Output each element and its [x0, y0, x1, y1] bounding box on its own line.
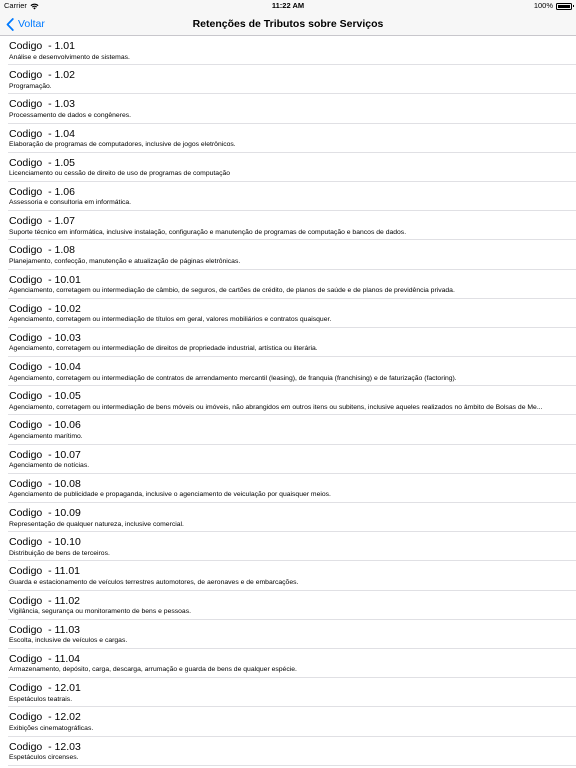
item-code-title: Codigo - 10.01 [9, 273, 81, 286]
list-item[interactable] [0, 153, 576, 182]
item-code-title: Codigo - 1.01 [9, 40, 75, 52]
item-description: Agenciamento, corretagem ou intermediação de bens móveis ou imóveis, não abrangidos em outros itens ou subitens, inclusive aqueles realizados no âmbito de Bolsas de Me... [9, 403, 543, 411]
status-bar [0, 0, 576, 12]
item-code-title: Codigo - 12.01 [9, 682, 81, 695]
item-code-title: Codigo - 12.03 [9, 740, 81, 753]
list-item[interactable] [0, 65, 576, 94]
back-button-label: Voltar [18, 18, 45, 30]
list-item[interactable] [0, 707, 576, 736]
item-code-title: Codigo - 10.06 [9, 419, 81, 432]
item-description: Licenciamento ou cessão de direito de uso de programas de computação [9, 170, 231, 178]
item-description: Representação de qualquer natureza, inclusive comercial. [9, 520, 184, 528]
list-item[interactable] [0, 415, 576, 444]
item-description: Processamento de dados e congêneres. [9, 111, 132, 119]
list-item[interactable] [0, 386, 576, 415]
item-code-title: Codigo - 11.02 [9, 594, 81, 607]
item-description: Exibições cinematográficas. [9, 724, 94, 732]
item-description: Elaboração de programas de computadores, inclusive de jogos eletrônicos. [9, 141, 236, 149]
list-item[interactable] [0, 591, 576, 620]
item-description: Agenciamento, corretagem ou intermediação de títulos em geral, valores mobiliários e contratos quaisquer. [9, 316, 332, 324]
list-item[interactable] [0, 474, 576, 503]
list-item[interactable] [0, 649, 576, 678]
item-code-title: Codigo - 1.03 [9, 98, 75, 111]
list-item[interactable] [0, 561, 576, 590]
item-code-title: Codigo - 10.04 [9, 361, 81, 374]
list-item[interactable] [0, 36, 576, 65]
item-description: Planejamento, confecção, manutenção e atualização de páginas eletrônicas. [9, 257, 241, 265]
item-description: Agenciamento marítimo. [9, 432, 83, 440]
list-item[interactable] [0, 211, 576, 240]
list-item[interactable] [0, 94, 576, 123]
list-item[interactable] [0, 678, 576, 707]
item-description: Agenciamento, corretagem ou intermediação de câmbio, de seguros, de cartões de crédito, de planos de saúde e de planos de previdência privada. [9, 287, 455, 294]
item-code-title: Codigo - 1.07 [9, 215, 75, 228]
services-list [0, 36, 576, 766]
status-time: 11:22 AM [271, 1, 305, 10]
item-code-title: Codigo - 11.01 [9, 565, 81, 578]
item-code-title: Codigo - 11.03 [9, 623, 81, 636]
item-description: Programação. [9, 82, 52, 90]
status-right [534, 0, 572, 12]
item-description: Armazenamento, depósito, carga, descarga, arrumação e guarda de bens de qualquer espécie. [9, 666, 297, 674]
list-item[interactable] [0, 328, 576, 357]
item-description: Agenciamento, corretagem ou intermediação de contratos de arrendamento mercantil (leasing), de franquia (franchising) e de faturização (factoring). [9, 374, 457, 382]
carrier-label: Carrier [4, 1, 27, 10]
item-code-title: Codigo - 10.08 [9, 477, 81, 490]
item-description: Distribuição de bens de terceiros. [9, 549, 110, 557]
item-description: Análise e desenvolvimento de sistemas. [9, 53, 130, 61]
list-item[interactable] [0, 182, 576, 211]
battery-percent: 100% [533, 1, 553, 10]
list-item[interactable] [0, 532, 576, 561]
item-description: Suporte técnico em informática, inclusive instalação, configuração e manutenção de programas de computação e bancos de dados. [9, 228, 407, 236]
list-item[interactable] [0, 357, 576, 386]
item-description: Assessoria e consultoria em informática. [9, 199, 132, 207]
item-description: Agenciamento de notícias. [9, 462, 90, 470]
list-item[interactable] [0, 620, 576, 649]
list-item[interactable] [0, 503, 576, 532]
item-code-title: Codigo - 10.02 [9, 302, 81, 315]
item-description: Guarda e estacionamento de veículos terrestres automotores, de aeronaves e de embarcações. [9, 578, 299, 586]
navigation-bar [0, 12, 576, 36]
item-description: Agenciamento de publicidade e propaganda, inclusive o agenciamento de veiculação por quaisquer meios. [9, 491, 331, 499]
item-code-title: Codigo - 10.05 [9, 390, 81, 403]
page-title: Retenções de Tributos sobre Serviços [192, 18, 384, 30]
item-code-title: Codigo - 1.08 [9, 244, 75, 257]
item-code-title: Codigo - 1.06 [9, 185, 75, 198]
item-code-title: Codigo - 10.10 [9, 536, 81, 549]
item-code-title: Codigo - 1.05 [9, 156, 75, 169]
item-code-title: Codigo - 10.09 [9, 507, 81, 519]
item-description: Espetáculos circenses. [9, 754, 79, 761]
item-description: Espetáculos teatrais. [9, 695, 73, 703]
list-item[interactable] [0, 299, 576, 328]
item-code-title: Codigo - 12.02 [9, 711, 81, 724]
item-code-title: Codigo - 1.02 [9, 69, 75, 82]
list-item[interactable] [0, 240, 576, 269]
item-code-title: Codigo - 10.07 [9, 448, 81, 461]
item-description: Agenciamento, corretagem ou intermediação de direitos de propriedade industrial, artística ou literária. [9, 345, 318, 353]
list-item[interactable] [0, 124, 576, 153]
item-description: Vigilância, segurança ou monitoramento de bens e pessoas. [9, 608, 191, 616]
item-code-title: Codigo - 1.04 [9, 127, 75, 140]
item-code-title: Codigo - 10.03 [9, 331, 81, 344]
list-item[interactable] [0, 445, 576, 474]
list-item[interactable] [0, 270, 576, 299]
battery-icon [556, 3, 572, 10]
item-code-title: Codigo - 11.04 [9, 652, 81, 665]
item-description: Escolta, inclusive de veículos e cargas. [9, 637, 128, 645]
list-item[interactable] [0, 737, 576, 766]
